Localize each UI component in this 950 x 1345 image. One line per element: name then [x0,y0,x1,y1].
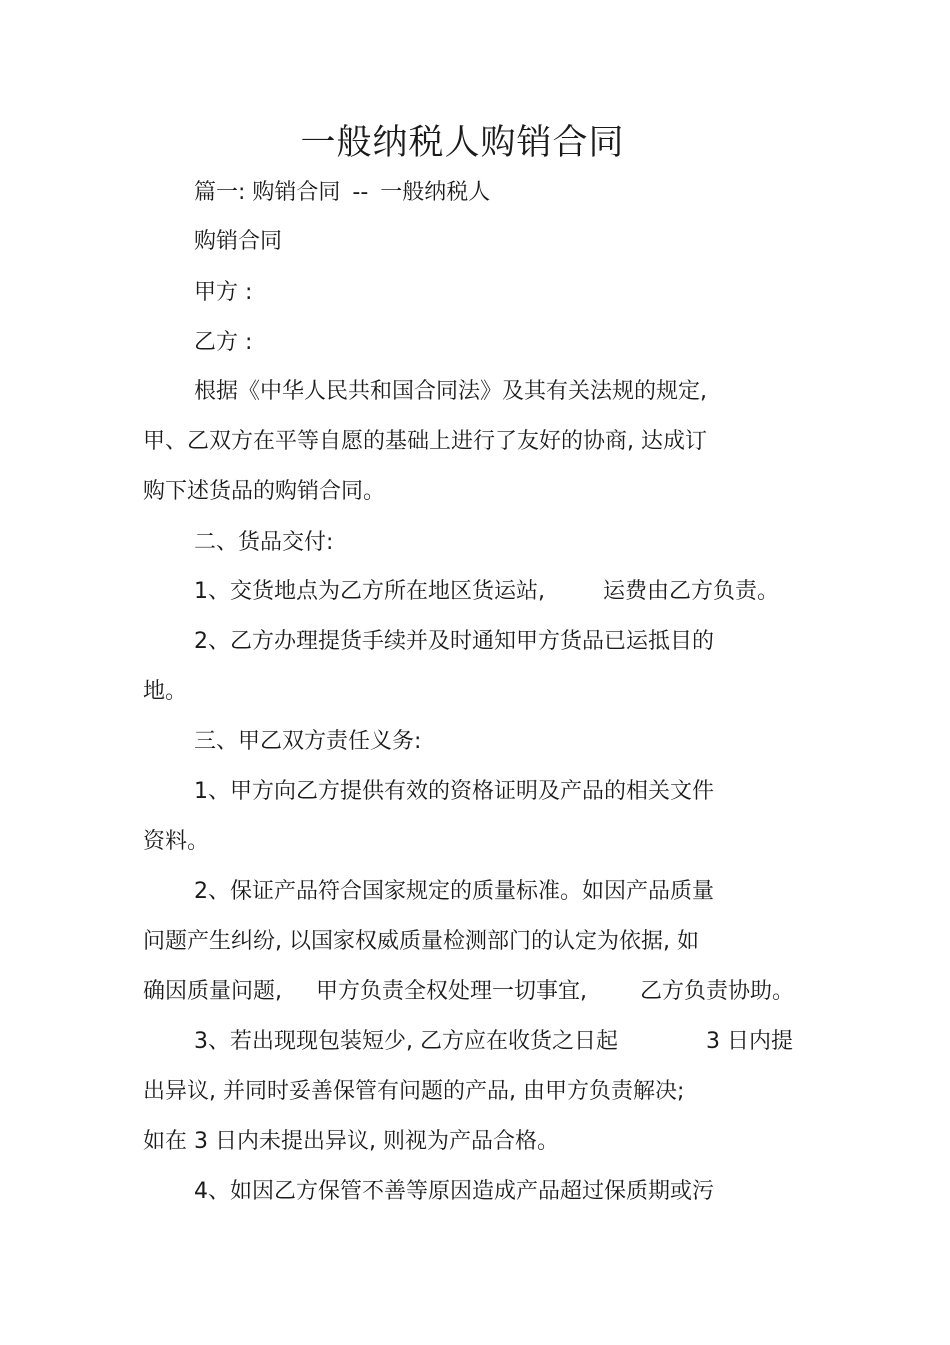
section3-item4-line1: 4、如因乙方保管不善等原因造成产品超过保质期或污 [194,1179,714,1204]
intro-line-1: 根据《中华人民共和国合同法》及其有关法规的规定, [194,379,707,404]
section3-item2-line3a: 确因质量问题, [143,979,282,1004]
subtitle-line [194,178,490,208]
party-b-label: 乙方 : [194,330,253,355]
section3-title: 三、甲乙双方责任义务: [194,729,422,754]
section3-item2-line3c: 乙方负责协助。 [640,979,795,1004]
intro-line-3: 购下述货品的购销合同。 [143,479,386,504]
subtitle-part2: 一般纳税人 [380,180,491,205]
section3-item2-line3b: 甲方负责全权处理一切事宜, [316,979,587,1004]
section3-item3-line3: 如在 3 日内未提出异议, 则视为产品合格。 [143,1129,559,1154]
section3-item2-line2: 问题产生纠纷, 以国家权威质量检测部门的认定为依据, 如 [143,929,699,954]
section2-item1-a: 1、交货地点为乙方所在地区货运站, [194,579,545,604]
subtitle-part1: 篇一: 购销合同 [194,180,341,205]
contract-heading: 购销合同 [194,229,283,254]
section3-item3-line1b: 3 日内提 [706,1029,793,1054]
party-a-label: 甲方 : [194,280,253,305]
section3-item1-line2: 资料。 [143,829,210,854]
subtitle-separator: -- [352,180,369,205]
section2-item1-b: 运费由乙方负责。 [603,579,780,604]
section2-title: 二、货品交付: [194,530,334,555]
section2-item2-line1: 2、乙方办理提货手续并及时通知甲方货品已运抵目的 [194,629,714,654]
intro-line-2: 甲、乙双方在平等自愿的基础上进行了友好的协商, 达成订 [143,429,707,454]
section3-item2-line1: 2、保证产品符合国家规定的质量标准。如因产品质量 [194,879,714,904]
section2-item2-line2: 地。 [143,679,188,704]
section3-item3-line1a: 3、若出现现包装短少, 乙方应在收货之日起 [194,1029,618,1054]
document-title: 一般纳税人购销合同 [300,123,625,163]
section3-item1-line1: 1、甲方向乙方提供有效的资格证明及产品的相关文件 [194,779,714,804]
section3-item3-line2: 出异议, 并同时妥善保管有问题的产品, 由甲方负责解决; [143,1079,685,1104]
